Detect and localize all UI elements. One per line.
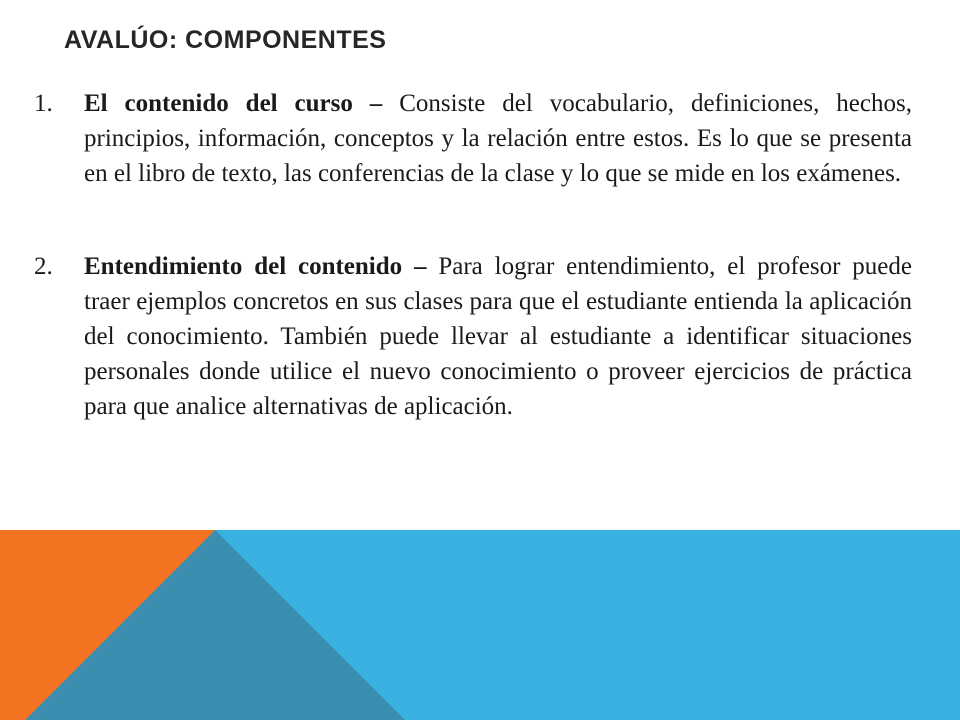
item-heading: Entendimiento del contenido – (84, 253, 427, 280)
item-number: 1. (34, 90, 53, 117)
item-heading: El contenido del curso – (84, 90, 383, 117)
item-text: Para lograr entendimiento, el profesor puede traer ejemplos concretos en sus clases para que el estudiante entienda la aplicación del conocimiento. También puede llevar al estudiante a identificar situaciones personales donde utilice el nuevo conocimiento o proveer ejercicios de práctica para que analice alternativas de aplicación. (84, 253, 912, 420)
item-number: 2. (34, 253, 53, 280)
list-item (32, 249, 912, 424)
list-item (32, 86, 912, 191)
slide-title: AVALÚO: COMPONENTES (64, 26, 387, 54)
decorative-footer (0, 530, 960, 720)
components-list (32, 86, 912, 424)
item-text: Consiste del vocabulario, definiciones, hechos, principios, información, conceptos y la relación entre estos. Es lo que se presenta en el libro de texto, las conferencias de la clase y lo que se mide en los exámenes. (84, 90, 912, 187)
